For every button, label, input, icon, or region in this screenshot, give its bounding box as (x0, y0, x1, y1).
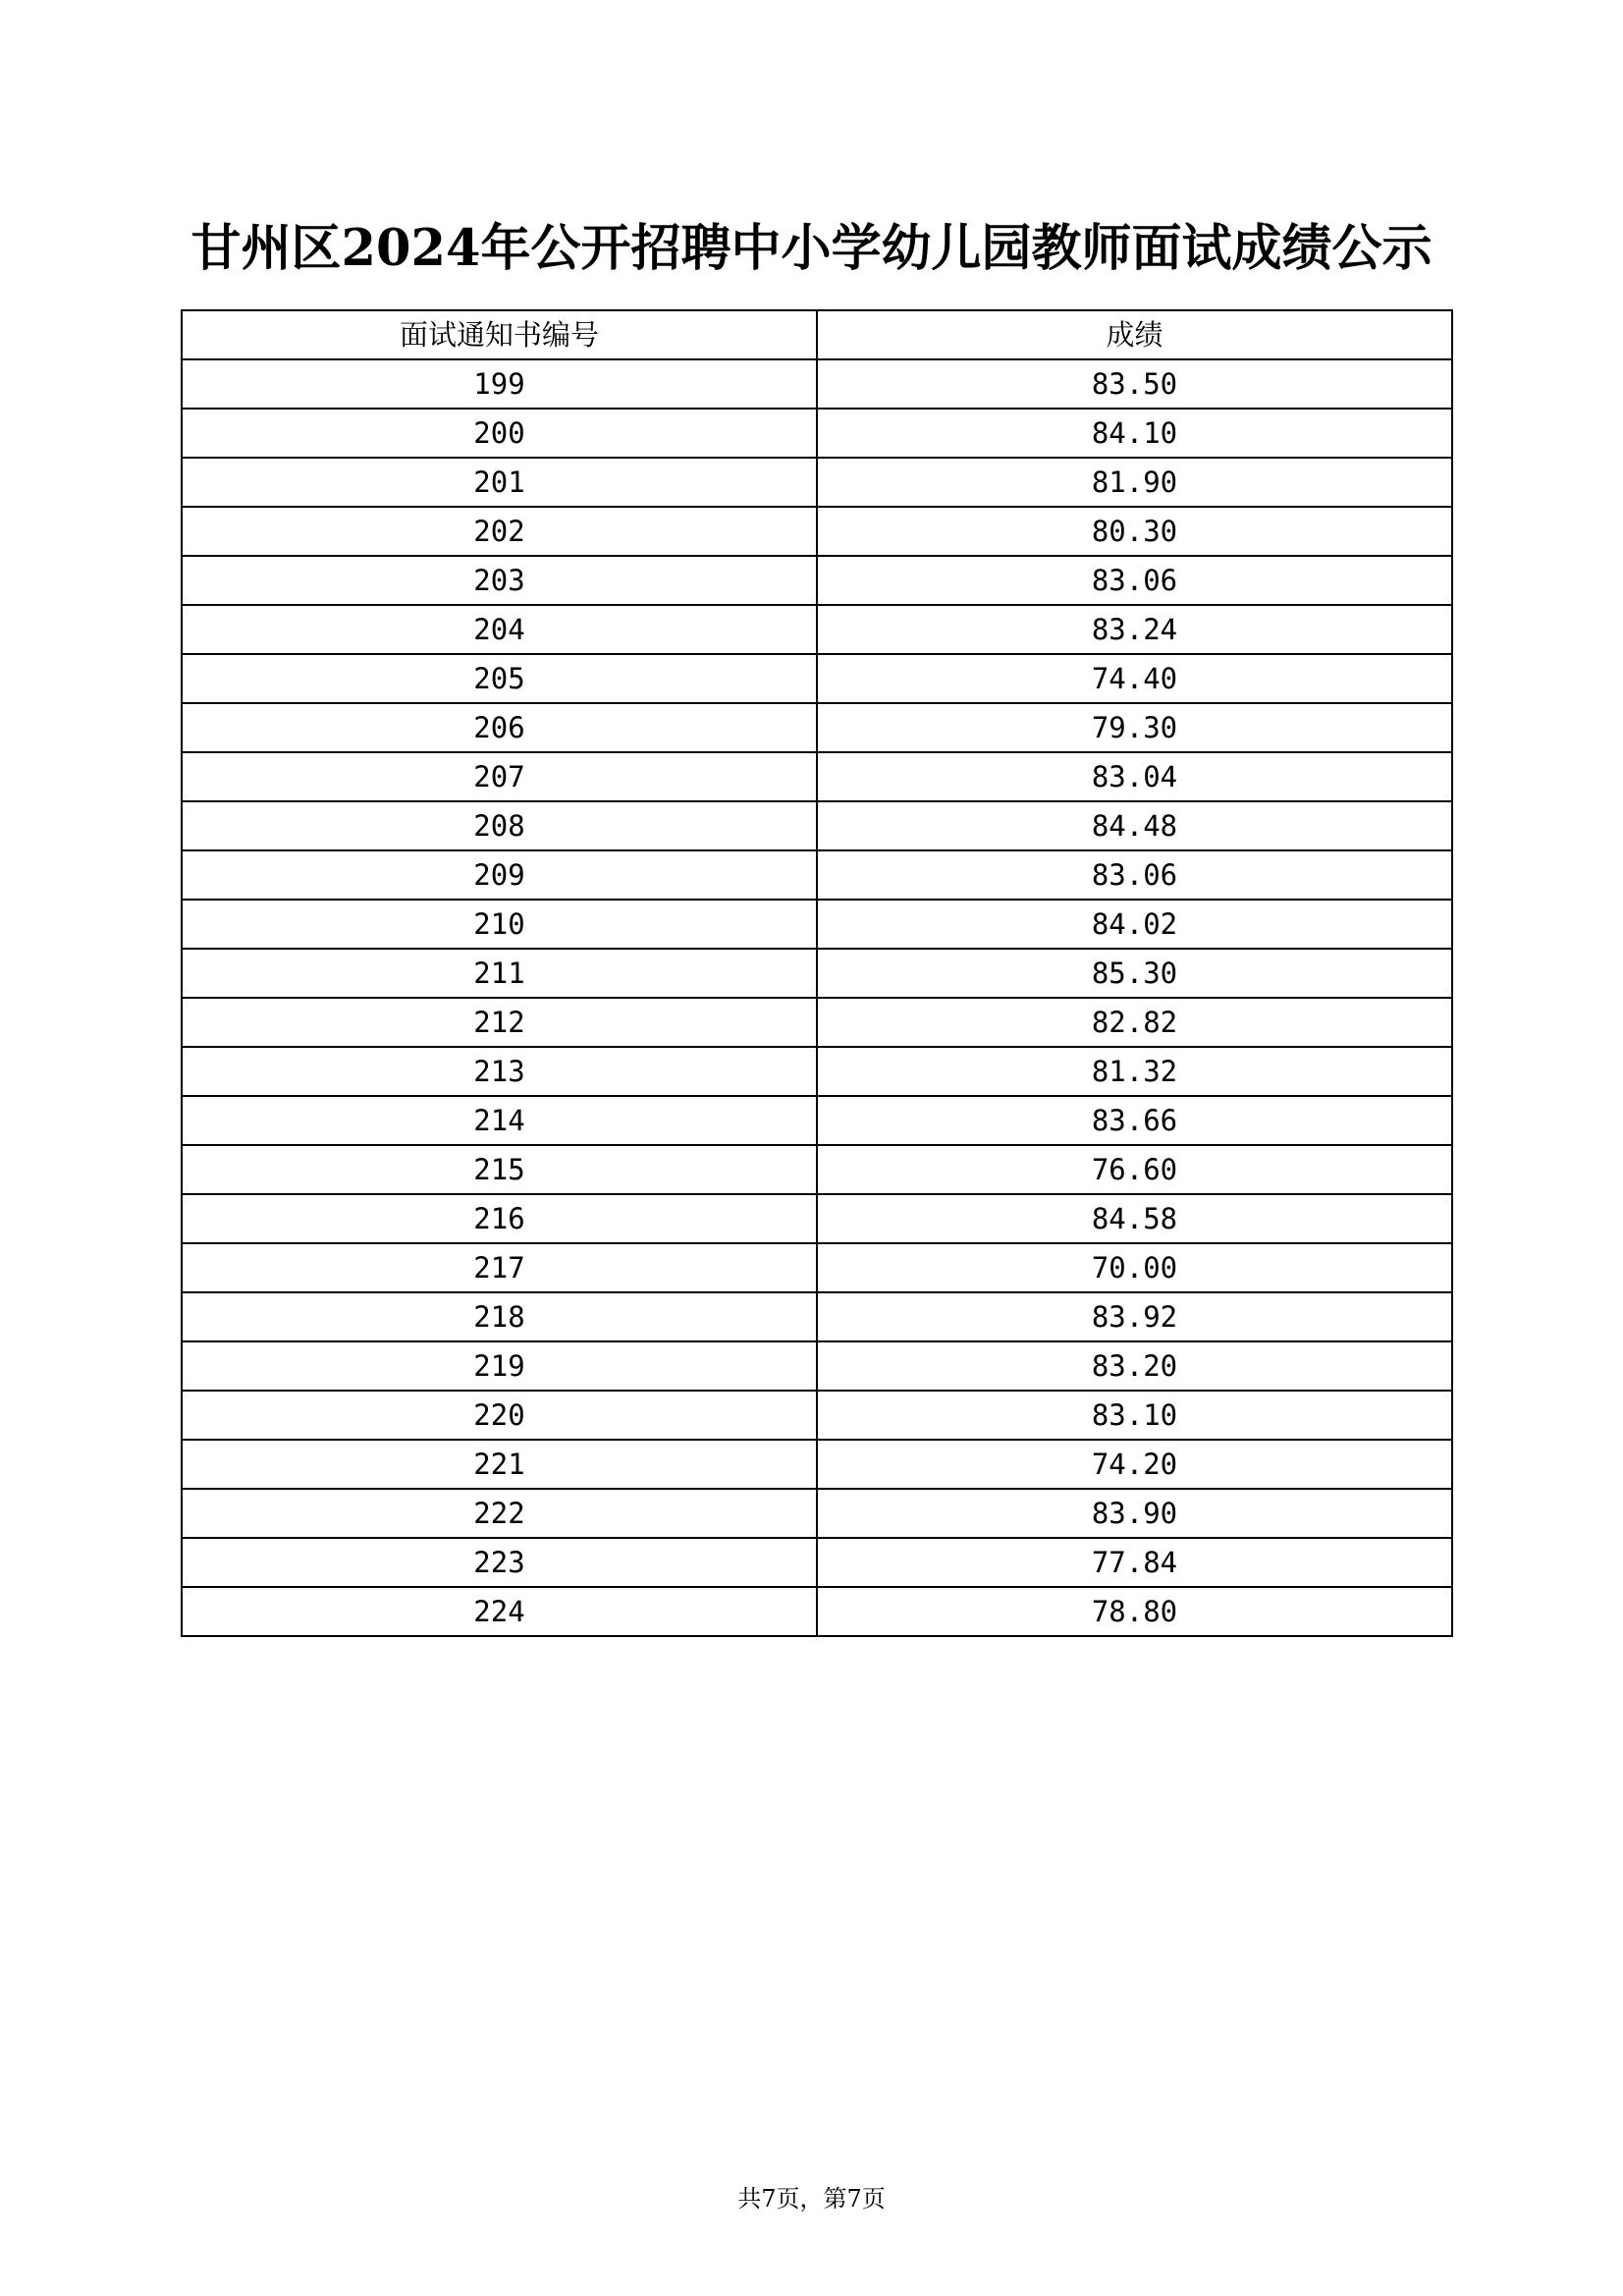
table-row (182, 1440, 1452, 1489)
table-row (182, 703, 1452, 752)
table-row (182, 1145, 1452, 1194)
table-row (182, 1538, 1452, 1587)
table-row (182, 1587, 1452, 1636)
notice-number-cell: 220 (182, 1391, 817, 1440)
score-cell: 83.90 (817, 1489, 1452, 1538)
notice-number-cell: 202 (182, 507, 817, 556)
notice-number-cell: 219 (182, 1341, 817, 1391)
table-row (182, 850, 1452, 900)
notice-number-cell: 206 (182, 703, 817, 752)
score-cell: 83.06 (817, 556, 1452, 605)
table-row (182, 507, 1452, 556)
score-cell: 85.30 (817, 949, 1452, 998)
table-row (182, 900, 1452, 949)
score-cell: 74.40 (817, 654, 1452, 703)
notice-number-cell: 224 (182, 1587, 817, 1636)
notice-number-cell: 203 (182, 556, 817, 605)
score-cell: 74.20 (817, 1440, 1452, 1489)
notice-number-cell: 221 (182, 1440, 817, 1489)
table-row (182, 1096, 1452, 1145)
notice-number-cell: 205 (182, 654, 817, 703)
score-cell: 70.00 (817, 1243, 1452, 1292)
notice-number-cell: 218 (182, 1292, 817, 1341)
table-row (182, 654, 1452, 703)
notice-number-cell: 208 (182, 801, 817, 850)
score-cell: 78.80 (817, 1587, 1452, 1636)
column-header-notice-number: 面试通知书编号 (182, 310, 817, 359)
notice-number-cell: 216 (182, 1194, 817, 1243)
table-row (182, 359, 1452, 409)
notice-number-cell: 204 (182, 605, 817, 654)
score-cell: 81.90 (817, 458, 1452, 507)
table-header-row (182, 310, 1452, 359)
score-cell: 83.92 (817, 1292, 1452, 1341)
notice-number-cell: 207 (182, 752, 817, 801)
notice-number-cell: 215 (182, 1145, 817, 1194)
table-row (182, 409, 1452, 458)
score-cell: 83.20 (817, 1341, 1452, 1391)
score-cell: 83.66 (817, 1096, 1452, 1145)
table-row (182, 1489, 1452, 1538)
table-row (182, 752, 1452, 801)
table-row (182, 1341, 1452, 1391)
table-row (182, 1391, 1452, 1440)
notice-number-cell: 213 (182, 1047, 817, 1096)
score-cell: 83.04 (817, 752, 1452, 801)
page-footer: 共7页，第7页 (737, 2185, 886, 2213)
notice-number-cell: 223 (182, 1538, 817, 1587)
score-cell: 80.30 (817, 507, 1452, 556)
score-cell: 83.06 (817, 850, 1452, 900)
score-cell: 84.02 (817, 900, 1452, 949)
notice-number-cell: 214 (182, 1096, 817, 1145)
score-cell: 84.48 (817, 801, 1452, 850)
table-row (182, 949, 1452, 998)
table-row (182, 801, 1452, 850)
notice-number-cell: 212 (182, 998, 817, 1047)
notice-number-cell: 222 (182, 1489, 817, 1538)
score-cell: 84.58 (817, 1194, 1452, 1243)
score-cell: 82.82 (817, 998, 1452, 1047)
notice-number-cell: 217 (182, 1243, 817, 1292)
score-table (181, 309, 1453, 1637)
page-title: 甘州区2024年公开招聘中小学幼儿园教师面试成绩公示 (190, 219, 1433, 278)
notice-number-cell: 210 (182, 900, 817, 949)
notice-number-cell: 199 (182, 359, 817, 409)
notice-number-cell: 201 (182, 458, 817, 507)
table-row (182, 1047, 1452, 1096)
score-cell: 84.10 (817, 409, 1452, 458)
notice-number-cell: 211 (182, 949, 817, 998)
table-row (182, 1292, 1452, 1341)
score-cell: 77.84 (817, 1538, 1452, 1587)
score-cell: 79.30 (817, 703, 1452, 752)
table-row (182, 998, 1452, 1047)
table-row (182, 458, 1452, 507)
score-cell: 76.60 (817, 1145, 1452, 1194)
score-cell: 83.24 (817, 605, 1452, 654)
table-body (182, 359, 1452, 1636)
score-cell: 81.32 (817, 1047, 1452, 1096)
column-header-score: 成绩 (817, 310, 1452, 359)
table-row (182, 1194, 1452, 1243)
notice-number-cell: 209 (182, 850, 817, 900)
notice-number-cell: 200 (182, 409, 817, 458)
table-row (182, 605, 1452, 654)
table-row (182, 1243, 1452, 1292)
score-cell: 83.50 (817, 359, 1452, 409)
score-cell: 83.10 (817, 1391, 1452, 1440)
table-row (182, 556, 1452, 605)
